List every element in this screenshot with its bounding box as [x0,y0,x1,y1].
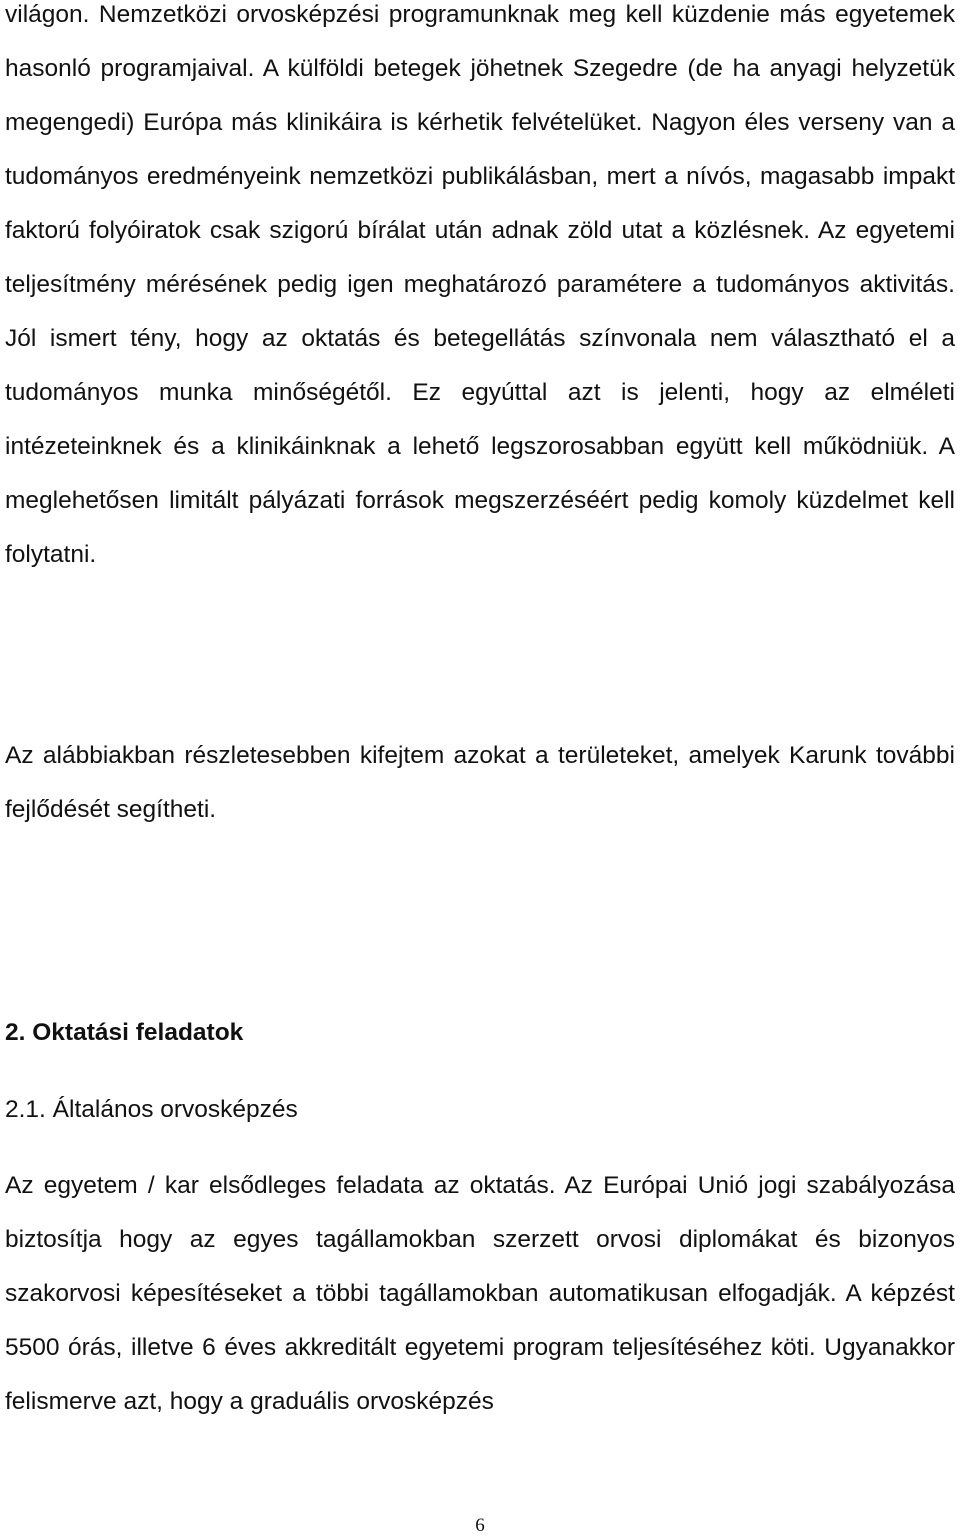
body-paragraph-intro: Az alábbiakban részletesebben kifejtem azokat a területeket, amelyek Karunk további fejlődését segítheti. [5,742,955,823]
page-number: 6 [475,1515,485,1536]
subsection-heading: 2.1. Általános orvosképzés [5,1096,298,1123]
body-paragraph-education: Az egyetem / kar elsődleges feladata az oktatás. Az Európai Unió jogi szabályozása biztosítja hogy az egyes tagállamokban szerzett orvosi diplomákat és bizonyos szakorvosi képesítéseket a többi tagállamokban automatikusan elfogadják. A képzést 5500 órás, illetve 6 éves akkreditált egyetemi program teljesítéséhez köti. Ugyanakkor felismerve azt, hogy a graduális orvosképzés [5,1172,955,1415]
body-paragraph-competition: világon. Nemzetközi orvosképzési programunknak meg kell küzdenie más egyetemek hasonló programjaival. A külföldi betegek jöhetnek Szegedre (de ha anyagi helyzetük megengedi) Európa más klinikáira is kérhetik felvételüket. Nagyon éles verseny van a tudományos eredményeink nemzetközi publikálásban, mert a nívós, magasabb impakt faktorú folyóiratok csak szigorú bírálat után adnak zöld utat a közlésnek. Az egyetemi teljesítmény mérésének pedig igen meghatározó paramétere a tudományos aktivitás. Jól ismert tény, hogy az oktatás és betegellátás színvonala nem választható el a tudományos munka minőségétől. Ez egyúttal azt is jelenti, hogy az elméleti intézeteinknek és a klinikáinknak a lehető legszorosabban együtt kell működniük. A meglehetősen limitált pályázati források megszerzéséért pedig komoly küzdelmet kell folytatni. [5,1,955,568]
section-heading: 2. Oktatási feladatok [5,1019,244,1046]
